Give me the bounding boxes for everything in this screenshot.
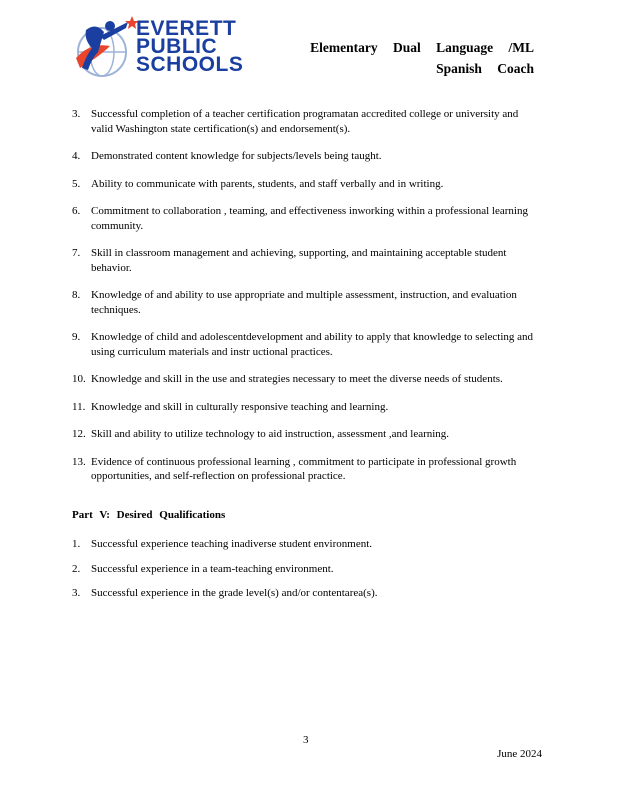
footer-date: June 2024 — [497, 748, 542, 760]
list-item — [72, 562, 542, 577]
document-title — [310, 37, 534, 79]
item-number: 3. — [72, 587, 81, 599]
section-heading: Part V: Desired Qualifications — [72, 509, 226, 521]
list-item — [72, 149, 542, 164]
logo-line-3: SCHOOLS — [136, 53, 244, 76]
list-item — [72, 372, 542, 387]
item-number: 4. — [72, 150, 81, 162]
desired-qualifications-list — [72, 537, 542, 611]
globe-figure-icon — [70, 12, 140, 82]
item-number: 6. — [72, 205, 81, 217]
item-text: Successful experience in the grade level(s) and/or contentarea(s). — [91, 587, 378, 599]
list-item — [72, 288, 542, 317]
district-logo — [70, 12, 244, 82]
item-number: 3. — [72, 108, 81, 120]
logo-line-2: PUBLIC — [136, 35, 218, 58]
item-number: 10. — [72, 373, 86, 385]
item-text: Commitment to collaboration , teaming, and effectiveness inworking within a professional learning community. — [91, 205, 528, 232]
title-line-2: Spanish Coach — [436, 61, 534, 76]
list-item — [72, 427, 542, 442]
title-line-1: Elementary Dual Language /ML — [310, 40, 534, 55]
item-number: 1. — [72, 538, 81, 550]
item-text: Skill and ability to utilize technology to aid instruction, assessment ,and learning. — [91, 428, 450, 440]
item-text: Knowledge and skill in culturally responsive teaching and learning. — [91, 400, 389, 413]
item-text: Knowledge of and ability to use appropriate and multiple assessment, instruction, and evaluation techniques. — [91, 289, 517, 316]
list-item — [72, 330, 542, 359]
list-item — [72, 177, 542, 192]
list-item — [72, 400, 542, 415]
item-text: Successful completion of a teacher certification programatan accredited college or university and valid Washington state certification(s) and endorsement(s). — [91, 108, 519, 135]
item-number: 13. — [72, 455, 86, 468]
item-text: Knowledge of child and adolescentdevelopment and ability to apply that knowledge to selecting and using curriculum materials and instr uctional practices. — [91, 331, 534, 358]
item-text: Knowledge and skill in the use and strategies necessary to meet the diverse needs of students. — [91, 373, 503, 385]
list-item — [72, 107, 542, 136]
item-text: Demonstrated content knowledge for subjects/levels being taught. — [91, 150, 382, 162]
list-item — [72, 537, 542, 552]
list-item — [72, 204, 542, 233]
item-number: 9. — [72, 331, 81, 343]
item-text: Evidence of continuous professional learning , commitment to participate in professional growth opportunities, and self-reflection on professional practice. — [91, 455, 517, 482]
list-item — [72, 455, 542, 484]
item-number: 2. — [72, 562, 81, 575]
logo-wordmark — [136, 17, 244, 76]
item-number: 11. — [72, 400, 86, 413]
qualifications-list — [72, 107, 542, 497]
logo-line-1: EVERETT — [136, 17, 237, 40]
item-text: Successful experience in a team-teaching environment. — [91, 562, 334, 575]
item-number: 7. — [72, 247, 81, 259]
item-text: Skill in classroom management and achieving, supporting, and maintaining acceptable student behavior. — [91, 247, 507, 274]
item-number: 12. — [72, 428, 86, 440]
list-item — [72, 586, 542, 601]
item-text: Successful experience teaching inadiverse student environment. — [91, 538, 373, 550]
page-number: 3 — [303, 734, 309, 746]
item-number: 8. — [72, 289, 81, 301]
item-number: 5. — [72, 177, 81, 190]
item-text: Ability to communicate with parents, students, and staff verbally and in writing. — [91, 177, 444, 190]
list-item — [72, 246, 542, 275]
